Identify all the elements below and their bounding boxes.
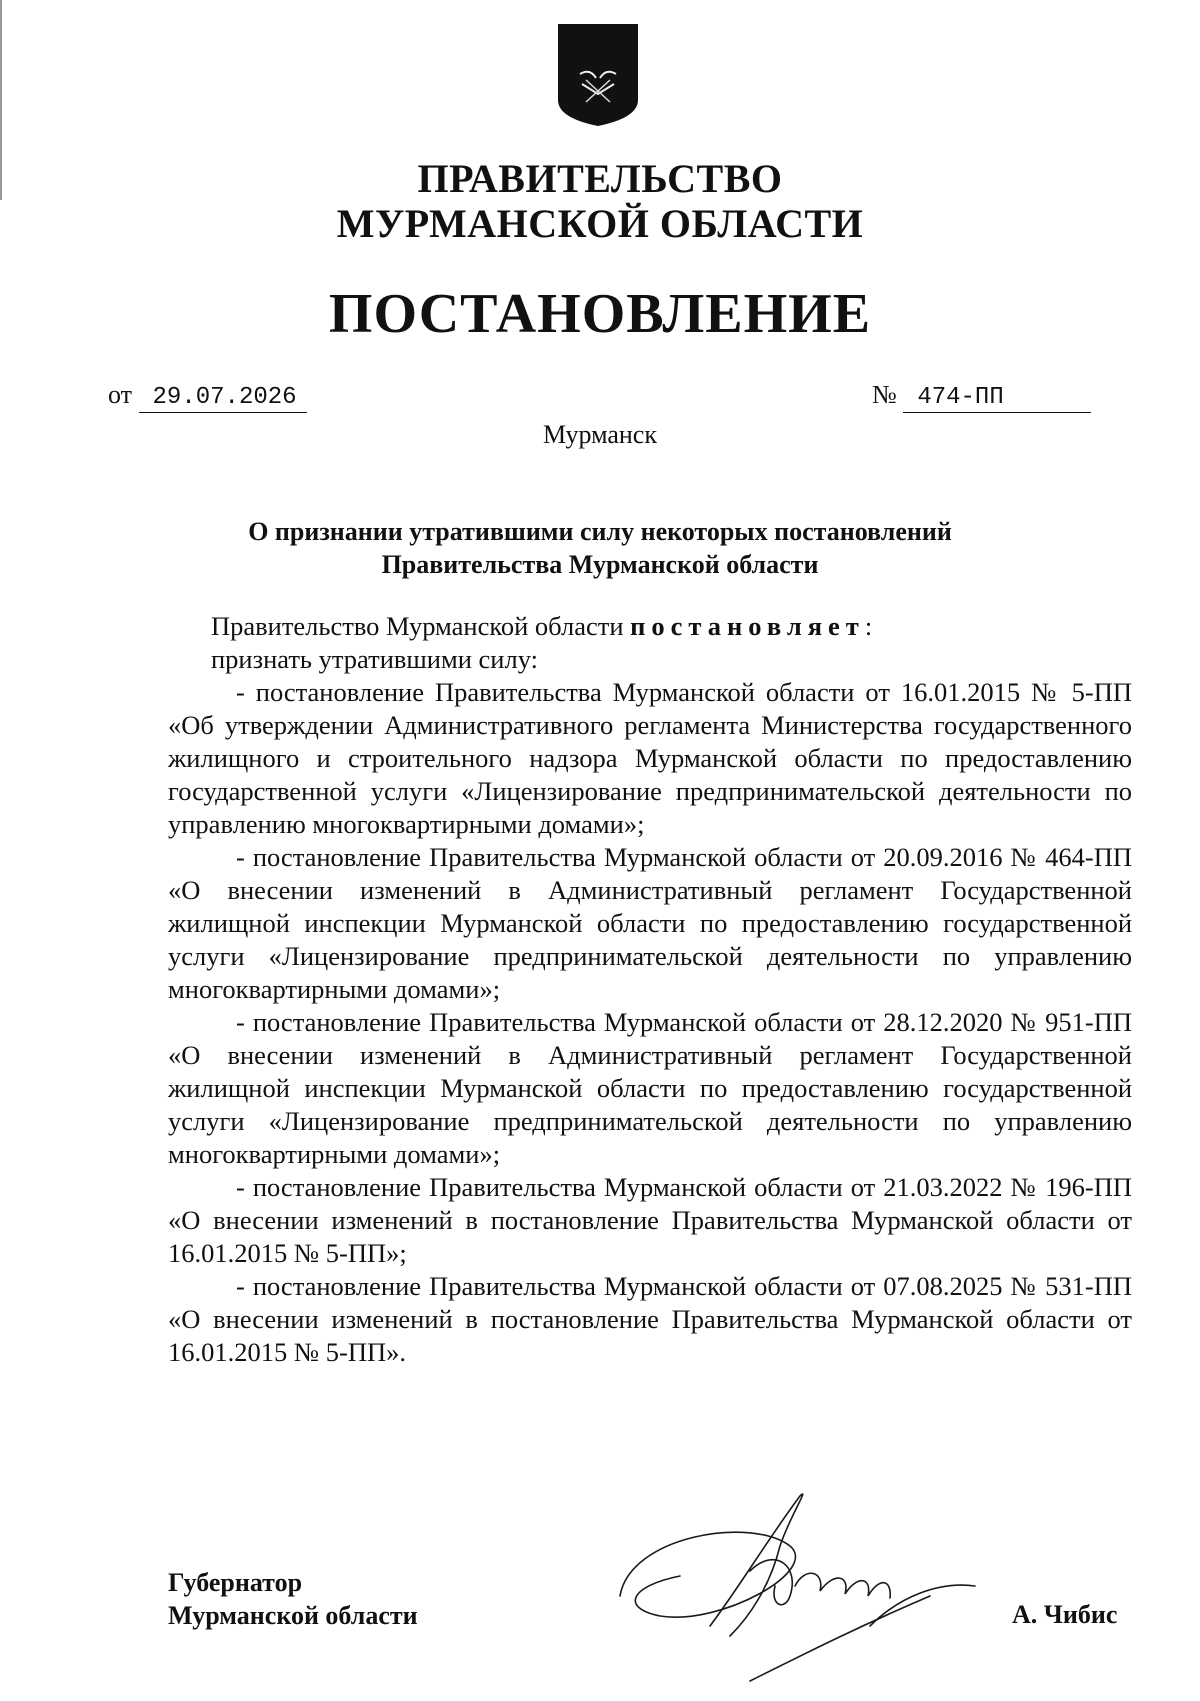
list-item: - постановление Правительства Мурманской области от 16.01.2015 № 5-ПП «Об утверждении Административного регламента Министерства государственного жилищного и строительного надзора Мурманской области по предоставлению государственной услуги «Лицензирование предпринимательской деятельности по управлению многоквартирными домами»;	[168, 677, 1132, 839]
document-date: 29.07.2026	[139, 384, 307, 413]
date-label: от	[108, 380, 133, 409]
org-name-line1: ПРАВИТЕЛЬСТВО	[417, 156, 783, 201]
handwritten-signature	[600, 1476, 980, 1686]
coat-of-arms-icon	[556, 22, 640, 128]
intro-verb: постановляет	[630, 611, 865, 641]
city: Мурманск	[543, 420, 657, 449]
document-body	[168, 610, 1132, 1369]
position-line2: Мурманской области	[168, 1601, 418, 1630]
list-item: - постановление Правительства Мурманской области от 21.03.2022 № 196-ПП «О внесении изменений в постановление Правительства Мурманской области от 16.01.2015 № 5-ПП»;	[168, 1172, 1132, 1268]
document-number: 474-ПП	[903, 384, 1091, 413]
subject-line2: Правительства Мурманской области	[381, 550, 819, 579]
position-line1: Губернатор	[168, 1568, 303, 1597]
subject-line1: О признании утратившими силу некоторых постановлений	[248, 517, 952, 546]
date-block	[108, 380, 307, 413]
intro-tail: :	[864, 611, 873, 641]
list-item: - постановление Правительства Мурманской области от 28.12.2020 № 951-ПП «О внесении изменений в Административный регламент Государственной жилищной инспекции Мурманской области по предоставлению государственной услуги «Лицензирование предпринимательской деятельности по управлению многоквартирными домами»;	[168, 1007, 1132, 1169]
number-block	[872, 380, 1091, 413]
signatory-position	[168, 1566, 418, 1632]
signatory-name: А. Чибис	[1012, 1600, 1118, 1629]
document-subject	[0, 515, 1200, 581]
number-label: №	[872, 380, 897, 409]
list-item: - постановление Правительства Мурманской области от 20.09.2016 № 464-ПП «О внесении изменений в Административный регламент Государственной жилищной инспекции Мурманской области по предоставлению государственной услуги «Лицензирование предпринимательской деятельности по управлению многоквартирными домами»;	[168, 842, 1132, 1004]
intro-paragraph	[168, 610, 1132, 643]
org-name-line2: МУРМАНСКОЙ ОБЛАСТИ	[336, 201, 864, 246]
declare-paragraph: признать утратившими силу:	[211, 644, 538, 674]
intro-lead: Правительство Мурманской области	[211, 611, 631, 641]
list-item: - постановление Правительства Мурманской области от 07.08.2025 № 531-ПП «О внесении изменений в постановление Правительства Мурманской области от 16.01.2015 № 5-ПП».	[168, 1271, 1132, 1367]
document-type-title: ПОСТАНОВЛЕНИЕ	[328, 283, 872, 345]
